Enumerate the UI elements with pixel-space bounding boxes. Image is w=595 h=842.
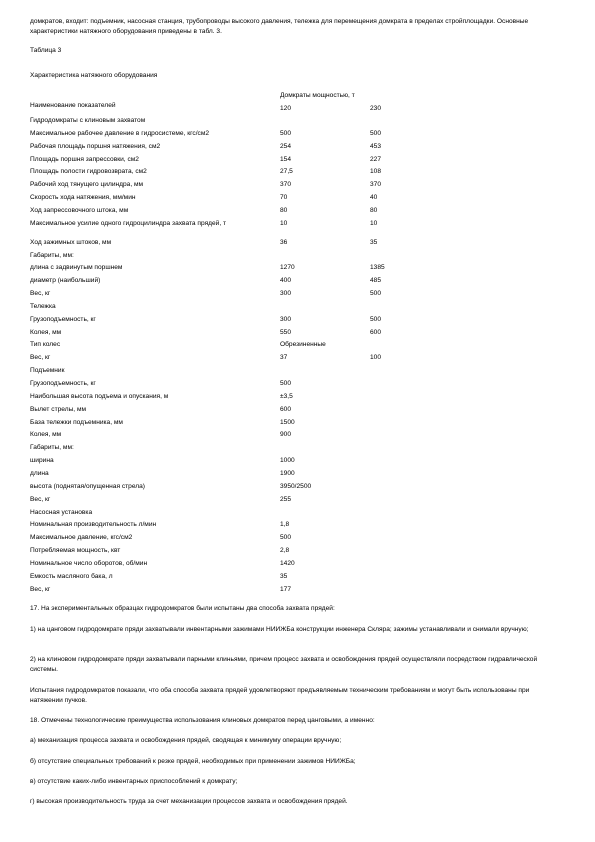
table-row	[30, 142, 565, 155]
row-label: Вылет стрелы, мм	[30, 405, 87, 413]
row-label: Площадь поршня запрессовки, см2	[30, 155, 139, 163]
table-row	[30, 193, 565, 206]
table-row	[30, 328, 565, 341]
table-row	[30, 585, 565, 598]
table-row	[30, 495, 565, 508]
row-label: Максимальное усилие одного гидроцилиндра захвата прядей, т	[30, 219, 227, 227]
table-caption: Таблица 3	[30, 47, 62, 54]
row-value: 900	[280, 431, 292, 439]
table-row	[30, 315, 565, 328]
table-row	[30, 276, 565, 289]
row-value: 10	[280, 219, 288, 227]
row-value: 36	[280, 238, 288, 246]
row-value: 37	[280, 354, 288, 362]
table-row	[30, 546, 565, 559]
table-row	[30, 572, 565, 585]
row-value: 254	[280, 142, 292, 150]
row-value: 35	[370, 238, 378, 246]
table-row	[30, 533, 565, 546]
table-row	[30, 520, 565, 533]
row-label: Габариты, мм:	[30, 251, 74, 259]
row-label: высота (поднятая/опущенная стрела)	[30, 482, 145, 490]
body-paragraph: в) отсутствие каких-либо инвентарных приспособлений к домкрату;	[30, 778, 238, 785]
table-row	[30, 116, 565, 129]
table-row	[30, 155, 565, 168]
row-value: 500	[280, 129, 292, 137]
row-value: 177	[280, 585, 292, 593]
row-label: Колея, мм	[30, 431, 62, 439]
row-value: 154	[280, 155, 292, 163]
row-value: 1500	[280, 418, 295, 426]
row-label: Вес, кг	[30, 495, 51, 503]
row-label: Потребляемая мощность, квт	[30, 547, 121, 555]
row-label: Насосная установка	[30, 508, 93, 516]
row-label: Вес, кг	[30, 354, 51, 362]
row-value: 500	[370, 129, 382, 137]
row-value: 1900	[280, 469, 295, 477]
row-value: 1385	[370, 264, 385, 272]
row-label: База тележки подъемника, мм	[30, 418, 123, 426]
row-value: 35	[280, 572, 288, 580]
body-paragraph: 18. Отмечены технологические преимущества использования клиновых домкратов перед цанговыми, а именно:	[30, 717, 375, 724]
table-row	[30, 366, 565, 379]
table-row	[30, 430, 565, 443]
row-label: диаметр (наибольший)	[30, 277, 101, 285]
row-value: 300	[280, 290, 292, 298]
row-value: Обрезиненные	[280, 341, 326, 349]
table-row	[30, 353, 565, 366]
row-value: 600	[280, 405, 292, 413]
row-value: 370	[280, 181, 292, 189]
table-row	[30, 508, 565, 521]
row-label: Рабочий ход тянущего цилиндра, мм	[30, 181, 144, 189]
row-label: Номинальное число оборотов, об/мин	[30, 559, 148, 567]
row-label: Ход запрессовочного штока, мм	[30, 206, 129, 214]
row-label: Грузоподъемность, кг	[30, 315, 96, 323]
row-value: 400	[280, 277, 292, 285]
row-value: 80	[280, 206, 288, 214]
table-row	[30, 443, 565, 456]
row-label: Наибольшая высота подъема и опускания, м	[30, 392, 169, 400]
row-value: 300	[280, 315, 292, 323]
row-label: Тип колес	[30, 341, 61, 349]
row-value: 1000	[280, 457, 295, 465]
table-row	[30, 129, 565, 142]
table-row	[30, 219, 565, 232]
table-row	[30, 302, 565, 315]
row-value: 1270	[280, 264, 295, 272]
row-value: 1420	[280, 559, 295, 567]
table-row	[30, 392, 565, 405]
row-label: Вес, кг	[30, 290, 51, 298]
row-label: Грузоподъемность, кг	[30, 380, 96, 387]
intro-paragraph: домкратов, входит: подъемник, насосная станция, трубопроводы высокого давления, тележка для перемещения домкрата в пределах стройплощадки. Основные характеристики натяжного оборудования приведены в табл. 3.	[30, 18, 529, 35]
row-value: 27,5	[280, 168, 293, 176]
row-value: 108	[370, 168, 382, 176]
row-label: Максимальное давление, кгс/см2	[30, 534, 133, 542]
row-value: 500	[280, 534, 292, 542]
row-value: 3950/2500	[280, 482, 312, 490]
row-label: Габариты, мм:	[30, 444, 74, 452]
body-paragraph: Испытания гидродомкратов показали, что оба способа захвата прядей удовлетворяют предъявляемым техническим требованиям и могут быть использованы при натяжении пучков.	[30, 687, 530, 704]
row-label: Номинальная производительность л/мин	[30, 521, 157, 529]
body-paragraph: 2) на клиновом гидродомкрате пряди захватывали парными клиньями, причем процесс захвата и освобождения прядей осуществляли посредством гидравлической системы.	[30, 656, 538, 673]
row-value: 227	[370, 155, 382, 163]
body-paragraph: 17. На экспериментальных образцах гидродомкратов были испытаны два способа захвата прядей:	[30, 605, 335, 612]
row-label: Колея, мм	[30, 328, 62, 336]
table-row	[30, 180, 565, 193]
body-paragraph: б) отсутствие специальных требований к резке прядей, необходимых при применении зажимов НИИЖБа;	[30, 758, 356, 765]
row-label: Гидродомкраты с клиновым захватом	[30, 117, 146, 124]
row-label: длина	[30, 469, 49, 477]
table-row	[30, 405, 565, 418]
row-value: 2,8	[280, 547, 290, 555]
table-row	[30, 238, 565, 251]
row-value: 600	[370, 328, 382, 336]
table-row	[30, 263, 565, 276]
table-title: Характеристика натяжного оборудования	[30, 72, 158, 79]
row-value: 370	[370, 181, 382, 189]
row-value: 40	[370, 194, 378, 202]
row-value: 100	[370, 354, 382, 362]
characteristics-table	[30, 88, 565, 608]
table-row	[30, 289, 565, 302]
row-value: 80	[370, 206, 378, 214]
row-value: 500	[280, 380, 292, 387]
table-row	[30, 469, 565, 482]
row-value: 500	[370, 290, 382, 298]
row-label: Максимальное рабочее давление в гидросистеме, кгс/см2	[30, 129, 210, 137]
table-row	[30, 559, 565, 572]
table-row	[30, 482, 565, 495]
table-row	[30, 418, 565, 431]
row-label: Скорость хода натяжения, мм/мин	[30, 194, 136, 202]
header-group-column: Домкраты мощностью, т	[280, 92, 355, 99]
row-label: Тележка	[30, 302, 56, 310]
table-row	[30, 379, 565, 392]
row-label: Ход зажимных штоков, мм	[30, 238, 112, 246]
table-row	[30, 167, 565, 180]
row-value: 10	[370, 219, 378, 227]
table-row	[30, 340, 565, 353]
row-label: Вес, кг	[30, 585, 51, 593]
row-label: Площадь полости гидровозврата, см2	[30, 168, 147, 176]
row-label: Рабочая площадь поршня натяжения, см2	[30, 142, 161, 150]
row-value: 550	[280, 328, 292, 336]
body-paragraph: а) механизация процесса захвата и освобождения прядей, сводящая к минимуму операции вручную;	[30, 737, 342, 744]
body-paragraph: г) высокая производительность труда за счет механизации процессов захвата и освобождения прядей.	[30, 798, 348, 805]
header-name-column: Наименование показателей	[30, 102, 116, 109]
row-label: длина с задвинутым поршнем	[30, 264, 123, 272]
row-value: 1,8	[280, 521, 290, 529]
header-col-230: 230	[370, 105, 382, 112]
row-value: 500	[370, 315, 382, 323]
row-value: 70	[280, 194, 288, 202]
table-row	[30, 456, 565, 469]
row-value: 255	[280, 495, 292, 503]
row-value: 485	[370, 277, 382, 285]
row-label: Емкость масляного бака, л	[30, 572, 113, 580]
table-row	[30, 251, 565, 264]
row-label: Подъемник	[30, 367, 65, 375]
body-paragraph: 1) на цанговом гидродомкрате пряди захватывали инвентарными зажимами НИИЖБа конструкции инженера Скляра; зажимы устанавливали и снимали вручную;	[30, 626, 529, 633]
header-col-120: 120	[280, 105, 292, 112]
row-label: ширина	[30, 457, 54, 465]
row-value: 453	[370, 142, 382, 150]
table-row	[30, 206, 565, 219]
row-value: ±3,5	[280, 392, 293, 400]
